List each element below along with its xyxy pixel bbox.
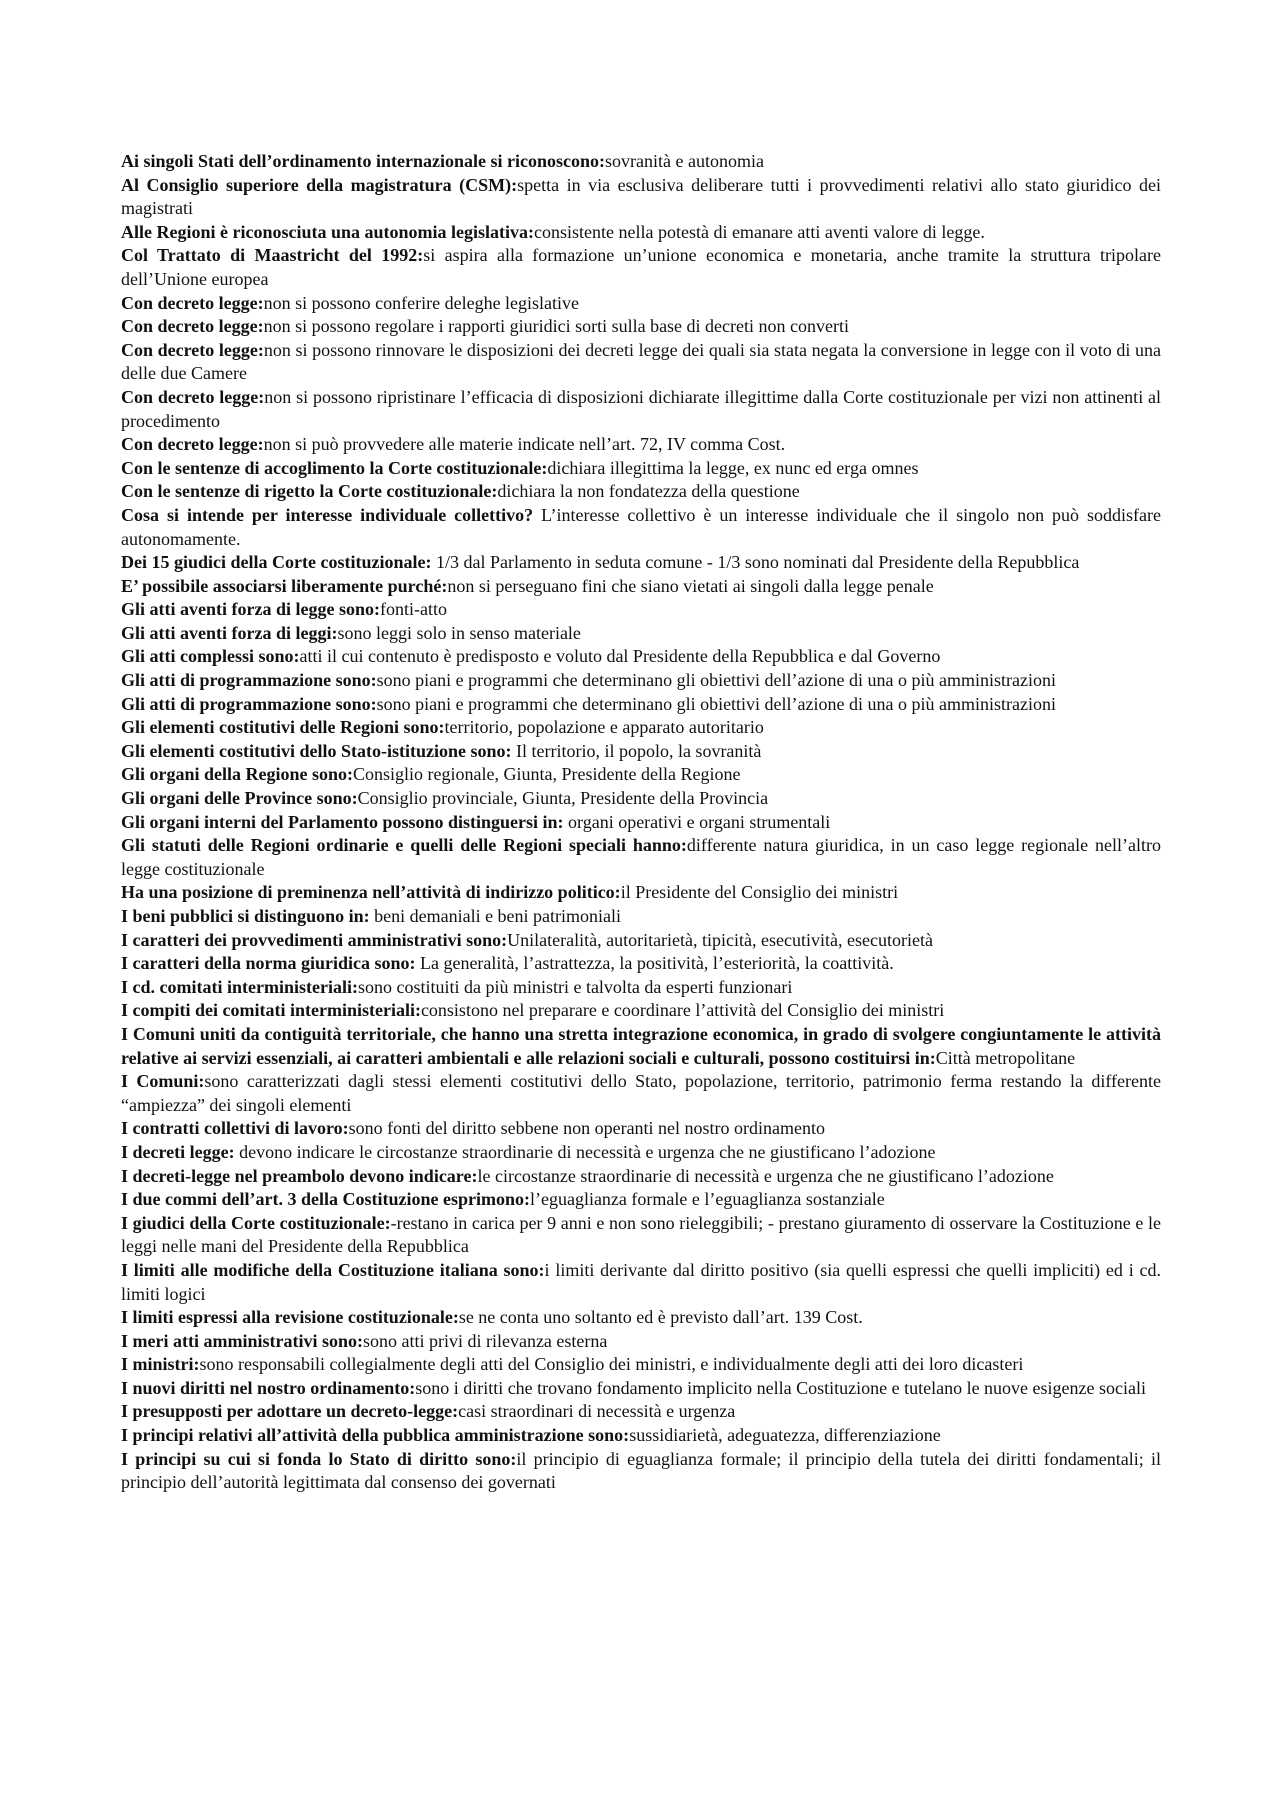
question-text: I nuovi diritti nel nostro ordinamento: [121,1377,416,1398]
answer-text: non si possono ripristinare l’efficacia di disposizioni dichiarate illegittime dalla Corte costituzionale per vizi non attinenti al procedimento [121,386,1162,431]
question-text: Gli atti di programmazione sono: [121,693,377,714]
question-text: I beni pubblici si distinguono in: [121,906,370,926]
qa-entry [121,1330,1161,1354]
qa-entry [121,1188,1161,1212]
answer-text: non si perseguano fini che siano vietati ai singoli dalla legge penale [447,575,934,596]
answer-text: consistente nella potestà di emanare atti aventi valore di legge. [534,221,985,242]
qa-entry [121,811,1161,835]
answer-text: le circostanze straordinarie di necessità e urgenza che ne giustificano l’adozione [477,1165,1054,1186]
question-text: Con decreto legge: [121,316,264,337]
qa-entry [121,999,1161,1023]
answer-text: 1/3 dal Parlamento in seduta comune - 1/3 sono nominati dal Presidente della Repubblica [431,552,1080,573]
answer-text: non si possono regolare i rapporti giuridici sorti sulla base di decreti non converti [263,316,849,337]
answer-text: casi straordinari di necessità e urgenza [458,1401,736,1422]
qa-entry [121,1400,1161,1424]
qa-entry [121,433,1161,457]
qa-entry [121,669,1161,693]
question-text: Gli elementi costitutivi delle Regioni sono: [121,717,445,738]
question-text: I decreti legge: [121,1141,235,1162]
answer-text: sono fonti del diritto sebbene non operanti nel nostro ordinamento [348,1118,826,1139]
question-text: Ai singoli Stati dell’ordinamento internazionale si riconoscono: [121,151,605,171]
question-text: E’ possibile associarsi liberamente purché: [121,575,448,596]
qa-entry [121,1259,1161,1306]
qa-entry [121,551,1161,575]
question-text: Gli atti aventi forza di legge sono: [121,599,380,620]
qa-entry [121,1070,1161,1117]
qa-entry [121,1353,1161,1377]
question-text: I cd. comitati interministeriali: [121,976,358,997]
qa-entry [121,1448,1161,1495]
qa-entry [121,457,1161,481]
qa-entry [121,504,1161,551]
answer-text: sono leggi solo in senso materiale [337,622,581,643]
qa-entry [121,174,1161,221]
answer-text: non si possono conferire deleghe legislative [263,292,580,313]
answer-text: Consiglio regionale, Giunta, Presidente della Regione [353,764,741,785]
qa-entry [121,1165,1161,1189]
qa-entry [121,740,1161,764]
qa-entry [121,1023,1161,1070]
answer-text: sono piani e programmi che determinano gli obiettivi dell’azione di una o più amministrazioni [376,693,1056,714]
qa-entry [121,905,1161,929]
answer-text: atti il cui contenuto è predisposto e voluto dal Presidente della Repubblica e dal Governo [299,646,941,667]
question-text: I compiti dei comitati interministeriali: [121,1000,421,1021]
question-text: I giudici della Corte costituzionale: [121,1212,391,1233]
answer-text: Unilateralità, autoritarietà, tipicità, esecutività, esecutorietà [507,929,933,950]
answer-text: dichiara la non fondatezza della questione [497,481,800,502]
answer-text: L’interesse collettivo è un interesse individuale che il singolo non può soddisfare autonomamente. [121,504,1161,549]
question-text: Con decreto legge: [121,434,264,455]
question-text: I caratteri della norma giuridica sono: [121,953,416,974]
answer-text: territorio, popolazione e apparato autoritario [444,717,764,738]
answer-text: si aspira alla formazione un’unione economica e monetaria, anche tramite la struttura tripolare dell’Unione europea [121,245,1161,289]
question-text: Cosa si intende per interesse individuale collettivo? [121,504,534,525]
answer-text: se ne conta uno soltanto ed è previsto dall’art. 139 Cost. [458,1307,863,1328]
qa-entry [121,339,1161,386]
question-text: Gli atti aventi forza di leggi: [121,622,338,643]
answer-text: Consiglio provinciale, Giunta, Presidente della Provincia [357,788,769,809]
qa-entry [121,150,1161,174]
qa-entry [121,763,1161,787]
answer-text: Città metropolitane [935,1047,1076,1068]
qa-entry [121,622,1161,646]
question-text: Gli atti complessi sono: [121,646,300,667]
qa-entry [121,1377,1161,1401]
question-text: Con decreto legge: [121,339,264,360]
answer-text: sovranità e autonomia [605,151,764,171]
answer-text: Il territorio, il popolo, la sovranità [511,740,762,761]
question-text: Gli organi interni del Parlamento possono distinguersi in: [121,811,564,832]
answer-text: La generalità, l’astrattezza, la positività, l’esteriorità, la coattività. [415,953,894,974]
question-text: I presupposti per adottare un decreto-legge: [121,1401,459,1422]
question-text: Ha una posizione di preminenza nell’attività di indirizzo politico: [121,882,621,903]
qa-entry [121,929,1161,953]
qa-entry [121,1424,1161,1448]
answer-text: beni demaniali e beni patrimoniali [369,906,622,926]
qa-entry [121,575,1161,599]
answer-text: sono costituiti da più ministri e talvolta da esperti funzionari [357,976,793,997]
question-text: I due commi dell’art. 3 della Costituzione esprimono: [121,1189,530,1210]
qa-entry [121,292,1161,316]
qa-entry [121,693,1161,717]
document-page [121,150,1161,1495]
answer-text: non si possono rinnovare le disposizioni dei decreti legge dei quali sia stata negata la conversione in legge con il voto di una delle due Camere [121,339,1161,384]
question-text: I limiti espressi alla revisione costituzionale: [121,1307,459,1328]
question-text: Gli elementi costitutivi dello Stato-istituzione sono: [121,740,512,761]
answer-text: -restano in carica per 9 anni e non sono rieleggibili; - prestano giuramento di osservare la Costituzione e le leggi nelle mani del Presidente della Repubblica [121,1212,1161,1257]
question-text: I ministri: [121,1354,200,1375]
question-text: Al Consiglio superiore della magistratura (CSM): [121,174,518,195]
qa-entry [121,1141,1161,1165]
qa-entry [121,315,1161,339]
question-text: I limiti alle modifiche della Costituzione italiana sono: [121,1259,545,1280]
answer-text: spetta in via esclusiva deliberare tutti i provvedimenti relativi allo stato giuridico dei magistrati [121,174,1162,219]
qa-entry [121,221,1161,245]
answer-text: sono i diritti che trovano fondamento implicito nella Costituzione e tutelano le nuove esigenze sociali [415,1377,1146,1398]
qa-entry [121,976,1161,1000]
qa-entry [121,716,1161,740]
answer-text: non si può provvedere alle materie indicate nell’art. 72, IV comma Cost. [263,434,786,455]
qa-entry [121,1212,1161,1259]
question-text: Gli organi della Regione sono: [121,764,354,785]
question-text: Con le sentenze di rigetto la Corte costituzionale: [121,481,498,502]
answer-text: il principio di eguaglianza formale; il principio della tutela dei diritti fondamentali; il principio dell’autorità legittimata dal consenso dei governati [121,1448,1161,1493]
answer-text: sono caratterizzati dagli stessi elementi costitutivi dello Stato, popolazione, territorio, patrimonio ferma restando la differente “ampiezza” dei singoli elementi [121,1071,1161,1115]
qa-entry [121,386,1161,433]
qa-entry [121,1117,1161,1141]
qa-entry [121,645,1161,669]
answer-text: l’eguaglianza formale e l’eguaglianza sostanziale [529,1189,885,1210]
question-text: I Comuni uniti da contiguità territoriale, che hanno una stretta integrazione economica, in grado di svolgere congiuntamente le attività relative ai servizi essenziali, ai caratteri ambientali e alle relazioni sociali e culturali, possono costituirsi in: [121,1023,1161,1068]
question-text: Gli atti di programmazione sono: [121,670,377,691]
question-text: I Comuni: [121,1071,205,1092]
qa-entry [121,598,1161,622]
question-text: Con decreto legge: [121,386,265,407]
question-text: Dei 15 giudici della Corte costituzionale: [121,552,432,573]
answer-text: i limiti derivante dal diritto positivo (sia quelli espressi che quelli impliciti) ed i cd. limiti logici [121,1259,1161,1304]
answer-text: sono responsabili collegialmente degli atti del Consiglio dei ministri, e individualmente degli atti dei loro dicasteri [199,1354,1024,1375]
question-text: I caratteri dei provvedimenti amministrativi sono: [121,929,508,950]
qa-entry [121,1306,1161,1330]
answer-text: il Presidente del Consiglio dei ministri [620,882,899,903]
answer-text: dichiara illegittima la legge, ex nunc ed erga omnes [547,457,919,478]
answer-text: devono indicare le circostanze straordinarie di necessità e urgenza che ne giustificano l’adozione [234,1141,936,1162]
qa-entry [121,480,1161,504]
question-text: Gli statuti delle Regioni ordinarie e quelli delle Regioni speciali hanno: [121,835,687,856]
question-text: I contratti collettivi di lavoro: [121,1118,349,1139]
qa-entry [121,834,1161,881]
question-text: I principi su cui si fonda lo Stato di diritto sono: [121,1448,517,1469]
question-text: Col Trattato di Maastricht del 1992: [121,245,424,266]
question-text: Con decreto legge: [121,292,264,313]
qa-entry [121,952,1161,976]
qa-entry [121,881,1161,905]
question-text: Con le sentenze di accoglimento la Corte costituzionale: [121,457,548,478]
answer-text: sono atti privi di rilevanza esterna [362,1330,608,1351]
question-text: I decreti-legge nel preambolo devono indicare: [121,1165,478,1186]
answer-text: organi operativi e organi strumentali [563,811,831,832]
question-text: I meri atti amministrativi sono: [121,1330,363,1351]
question-text: Gli organi delle Province sono: [121,788,358,809]
question-text: Alle Regioni è riconosciuta una autonomia legislativa: [121,221,534,242]
qa-entry [121,244,1161,291]
answer-text: sussidiarietà, adeguatezza, differenziazione [629,1425,941,1446]
qa-entry [121,787,1161,811]
answer-text: sono piani e programmi che determinano gli obiettivi dell’azione di una o più amministrazioni [376,670,1056,691]
answer-text: fonti-atto [379,599,447,620]
answer-text: consistono nel preparare e coordinare l’attività del Consiglio dei ministri [420,1000,945,1021]
question-text: I principi relativi all’attività della pubblica amministrazione sono: [121,1425,630,1446]
answer-text: differente natura giuridica, in un caso legge regionale nell’altro legge costituzionale [121,835,1161,879]
